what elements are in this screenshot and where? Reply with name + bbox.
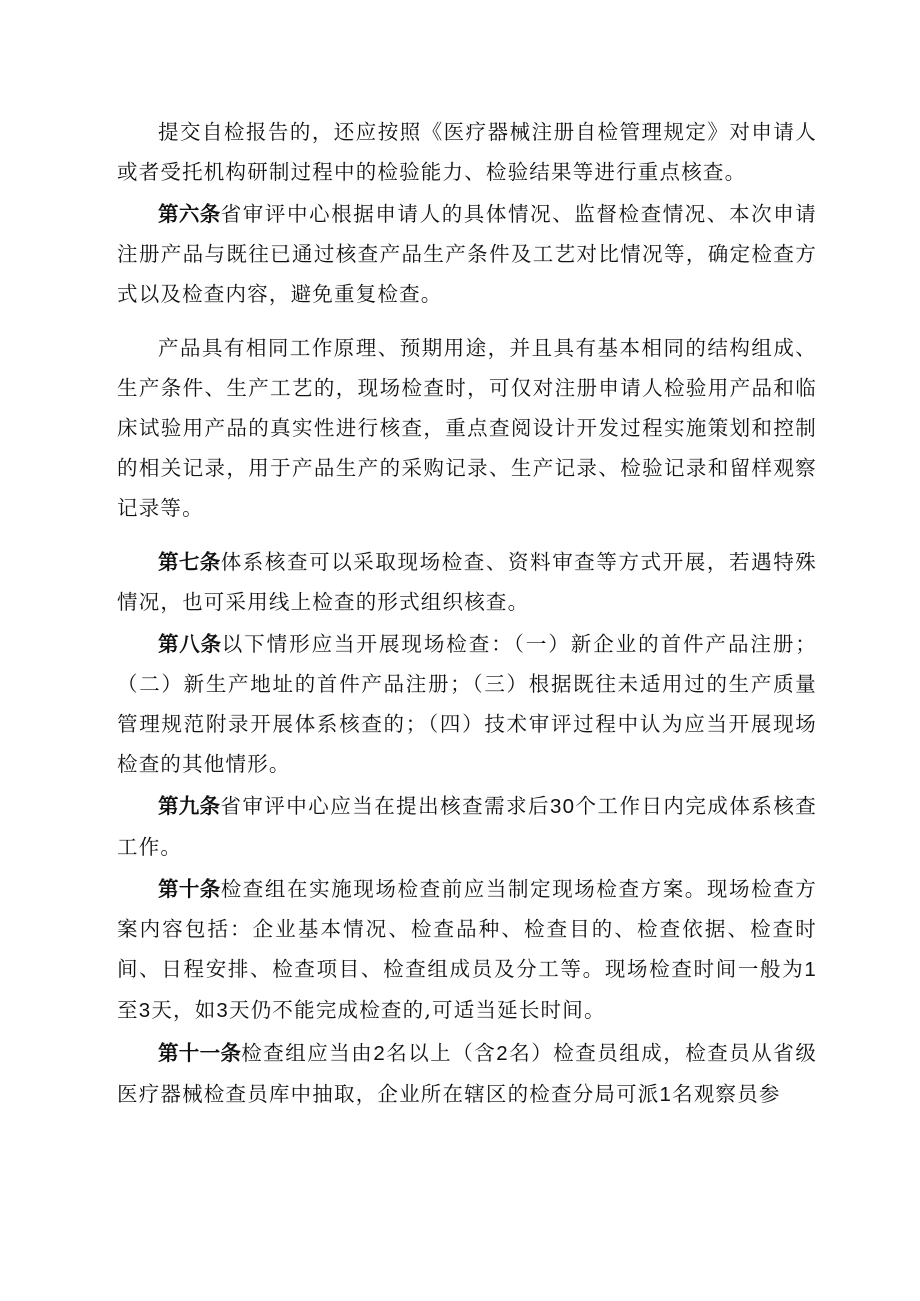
article-text: 检查组应当由	[241, 1041, 374, 1065]
article-heading: 第十条	[158, 877, 221, 901]
article-number: 30	[550, 795, 576, 818]
article-7	[117, 542, 817, 622]
article-text: 名观察员参	[672, 1082, 781, 1106]
article-text: 天仍不能完成检查的,可适当延长时间。	[229, 998, 606, 1022]
article-text: 省审评中心根据申请人的具体情况、监督检查情况、本次申请注册产品与既往已通过核查产品生产条件及工艺对比情况等，确定检查方式以及检查内容，避免重复检查。	[117, 202, 817, 306]
article-heading: 第七条	[158, 550, 221, 574]
article-10	[117, 869, 817, 1031]
article-6	[117, 194, 817, 314]
document-body	[117, 112, 817, 1115]
article-11	[117, 1033, 817, 1115]
article-heading: 第十一条	[158, 1041, 242, 1065]
paragraph-same-principle	[117, 328, 817, 528]
article-text: 至	[117, 998, 139, 1022]
article-text: 体系核查可以采取现场检查、资料审查等方式开展，若遇特殊情况，也可采用线上检查的形式组织核查。	[117, 550, 817, 614]
article-text: 名）检查员组成，检查员从省级医疗器械检查员库中抽取，企业所在辖区的检查分局可派	[117, 1041, 818, 1106]
article-number: 1	[804, 958, 817, 981]
article-text: 名以上（含	[385, 1041, 497, 1065]
article-text: 天，如	[151, 998, 217, 1022]
article-number: 2	[373, 1042, 386, 1065]
paragraph-text: 提交自检报告的，还应按照《医疗器械注册自检管理规定》对申请人或者受托机构研制过程中的检验能力、检验结果等进行重点核查。	[117, 120, 817, 184]
paragraph-text: 产品具有相同工作原理、预期用途，并且具有基本相同的结构组成、生产条件、生产工艺的，现场检查时，可仅对注册申请人检验用产品和临床试验用产品的真实性进行核查，重点查阅设计开发过程实施策划和控制的相关记录，用于产品生产的采购记录、生产记录、检验记录和留样观察记录等。	[117, 336, 817, 520]
article-8	[117, 624, 817, 784]
article-text: 省审评中心应当在提出核查需求后	[220, 794, 551, 818]
article-text: 以下情形应当开展现场检查：（一）新企业的首件产品注册；（二）新生产地址的首件产品注册；（三）根据既往未适用过的生产质量管理规范附录开展体系核查的；（四）技术审评过程中认为应当开展现场检查的其他情形。	[117, 632, 817, 776]
article-number: 3	[138, 999, 152, 1022]
article-number: 3	[216, 999, 230, 1022]
article-heading: 第六条	[158, 202, 221, 226]
article-text: 检查组在实施现场检查前应当制定现场检查方案。现场检查方案内容包括：企业基本情况、检查品种、检查目的、检查依据、检查时间、日程安排、检查项目、检查组成员及分工等。现场检查时间一般为	[117, 877, 817, 981]
paragraph-self-inspection	[117, 112, 817, 192]
article-number: 2	[496, 1042, 509, 1065]
article-number: 1	[659, 1083, 673, 1106]
article-9	[117, 786, 817, 867]
article-heading: 第八条	[158, 632, 222, 656]
article-heading: 第九条	[158, 794, 221, 818]
article-text: 个工作日内完成体系核查工作。	[117, 794, 818, 859]
